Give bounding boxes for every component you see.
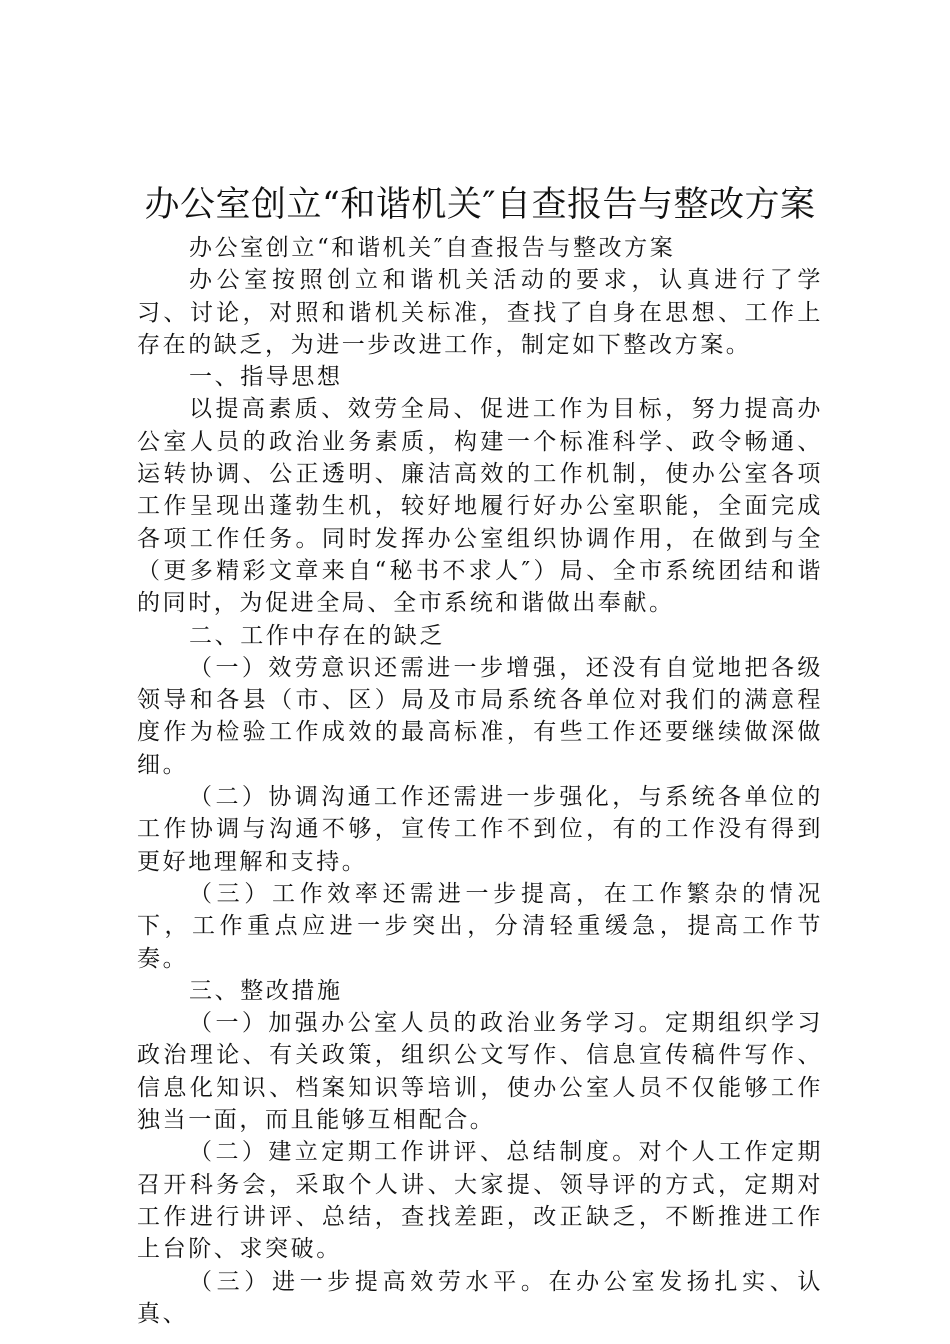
- paragraph-intro: 办公室按照创立和谐机关活动的要求，认真进行了学习、讨论，对照和谐机关标准，查找了自身在思想、工作上存在的缺乏，为进一步改进工作，制定如下整改方案。: [137, 267, 823, 358]
- document-title: 办公室创立“和谐机关″自查报告与整改方案: [144, 185, 816, 225]
- paragraph-measure-3: （三）进一步提高效劳水平。在办公室发扬扎实、认真、: [137, 1268, 823, 1327]
- paragraph-shortcoming-3: （三）工作效率还需进一步提高，在工作繁杂的情况下，工作重点应进一步突出，分清轻重缓急，提高工作节奏。: [137, 880, 823, 972]
- paragraph-subtitle: 办公室创立“和谐机关″自查报告与整改方案: [189, 235, 676, 261]
- paragraph-measure-1: （一）加强办公室人员的政治业务学习。定期组织学习政治理论、有关政策，组织公文写作、信息宣传稿件写作、信息化知识、档案知识等培训，使办公室人员不仅能够工作独当一面，而且能够互相配合。: [137, 1010, 823, 1134]
- heading-shortcomings: 二、工作中存在的缺乏: [189, 622, 445, 649]
- paragraph-guiding-ideology: 以提高素质、效劳全局、促进工作为目标，努力提高办公室人员的政治业务素质，构建一个标准科学、政令畅通、运转协调、公正透明、廉洁高效的工作机制，使办公室各项工作呈现出蓬勃生机，较好地履行好办公室职能，全面完成各项工作任务。同时发挥办公室组织协调作用，在做到与全（更多精彩文章来自“秘书不求人″）局、全市系统团结和谐的同时，为促进全局、全市系统和谐做出奉献。: [137, 396, 823, 617]
- heading-guiding-ideology: 一、指导思想: [189, 364, 343, 391]
- heading-measures: 三、整改措施: [189, 977, 343, 1004]
- paragraph-measure-2: （二）建立定期工作讲评、总结制度。对个人工作定期召开科务会，采取个人讲、大家提、领导评的方式，定期对工作进行讲评、总结，查找差距，改正缺乏，不断推进工作上台阶、求突破。: [137, 1139, 823, 1263]
- paragraph-shortcoming-2: （二）协调沟通工作还需进一步强化，与系统各单位的工作协调与沟通不够，宣传工作不到位，有的工作没有得到更好地理解和支持。: [137, 784, 823, 875]
- paragraph-shortcoming-1: （一）效劳意识还需进一步增强，还没有自觉地把各级领导和各县（市、区）局及市局系统各单位对我们的满意程度作为检验工作成效的最高标准，有些工作还要继续做深做细。: [137, 654, 823, 778]
- document-body: [137, 232, 823, 1330]
